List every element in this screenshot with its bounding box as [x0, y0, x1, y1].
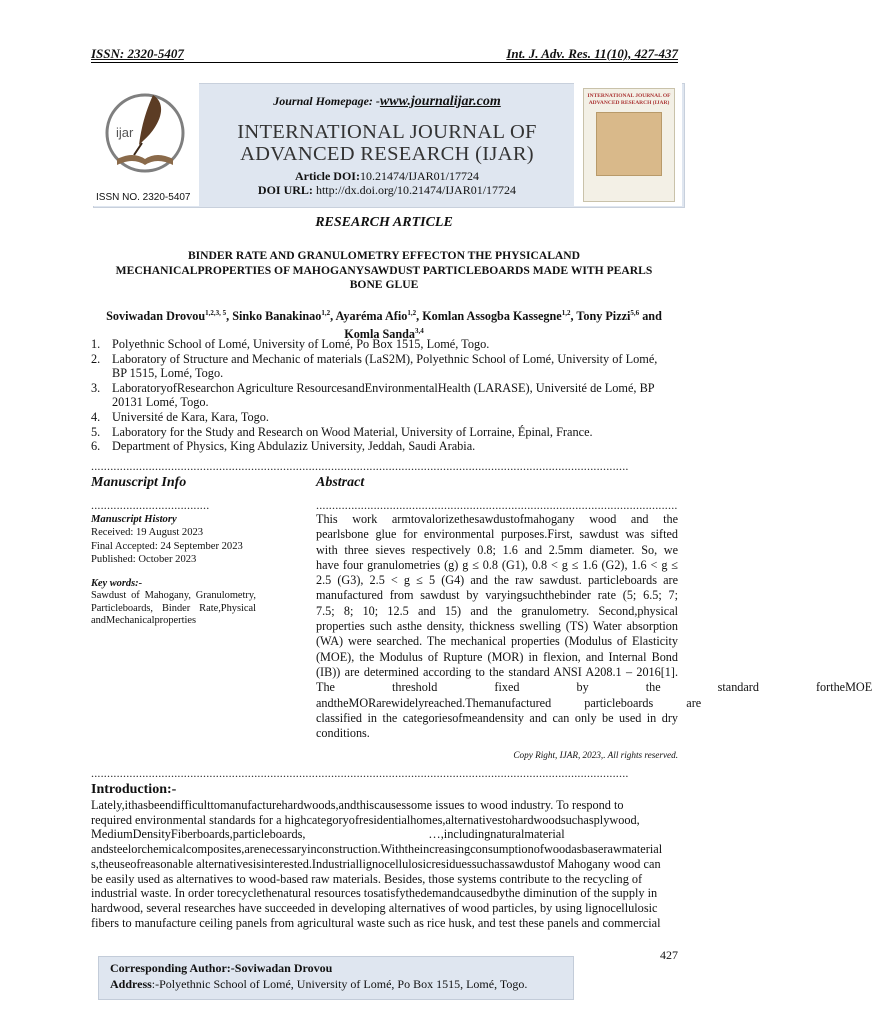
affiliation-item	[91, 381, 691, 410]
abstract-line: conditions.	[316, 726, 370, 741]
abstract-line: andtheMORarewidelyreached.Themanufactured particleboards are	[316, 695, 702, 710]
intro-line: hardwood, several researches have succeeded in developing alternatives of wood particles, by using lignocellulosic	[91, 900, 658, 915]
introduction-heading: Introduction:-	[91, 782, 177, 797]
author-affil-sup: 1,2	[561, 309, 571, 317]
author-name: Komlan Assogba Kassegne	[422, 309, 562, 324]
title-line-1: BINDER RATE AND GRANULOMETRY EFFECTON THE PHYSICALAND	[187, 249, 581, 262]
cover-image	[596, 112, 662, 176]
affiliation-text: Université de Kara, Kara, Togo.	[112, 409, 270, 424]
affiliation-item	[91, 352, 691, 381]
dotted-divider: .....................................	[91, 498, 210, 512]
doi-url-link[interactable]: http://dx.doi.org/10.21474/IJAR01/17724	[315, 183, 517, 197]
keywords-line: Particleboards, Binder Rate,Physical	[91, 602, 256, 614]
received-date: Received: 19 August 2023	[91, 527, 204, 539]
affiliation-text: LaboratoryofResearchon Agriculture ResourcesandEnvironmentalHealth (LARASE), Université de Lomé, BP	[112, 380, 655, 395]
dotted-divider: ........................................................................................................................................................................	[91, 459, 629, 473]
affiliation-number: 6.	[91, 439, 101, 454]
author-name: Ayaréma Afio	[335, 309, 408, 324]
affiliation-text: Laboratory for the Study and Research on Wood Material, University of Lorraine, Épinal, France.	[112, 424, 593, 439]
affiliation-text: BP 1515, Lomé, Togo.	[112, 366, 224, 381]
abstract-line: 7.5; 8; 10; 12.5 and 15) and the granulometry. Second,physical	[316, 603, 678, 618]
address-text: :-Polyethnic School of Lomé, University of Lomé, Po Box 1515, Lomé, Togo.	[151, 977, 528, 991]
homepage-label: Journal Homepage: -	[273, 94, 380, 108]
copyright-note: Copy Right, IJAR, 2023,. All rights reserved.	[513, 750, 678, 760]
homepage-link[interactable]: www.journalijar.com	[379, 94, 501, 109]
author-affil-sup: 3,4	[415, 327, 424, 336]
quill-logo-icon	[93, 83, 199, 206]
journal-homepage	[200, 94, 574, 110]
logo-issn: ISSN NO. 2320-5407	[96, 192, 191, 203]
affiliation-number: 5.	[91, 424, 101, 439]
manuscript-info-heading: Manuscript Info	[91, 475, 187, 490]
abstract-line: have four granulometries (g) g ≤ 0.8 (G1), 0.8 < g ≤ 1.6 (G2), 1.6 < g ≤	[316, 557, 678, 572]
affiliation-text: 20131 Lomé, Togo.	[112, 395, 209, 410]
intro-line: MediumDensityFiberboards,particleboards, …,includingnaturalmaterial	[91, 827, 565, 842]
affiliation-item	[91, 410, 691, 425]
address-label: Address	[110, 977, 152, 991]
affiliation-number: 2.	[91, 351, 101, 366]
author-name: Tony Pizzi	[576, 309, 631, 324]
manuscript-history	[91, 513, 271, 567]
affiliation-number: 1.	[91, 337, 101, 351]
affiliation-number: 3.	[91, 380, 101, 395]
affiliation-text: Laboratory of Structure and Mechanic of materials (LaS2M), Polyethnic School of Lomé, University of Lomé,	[112, 351, 658, 366]
issn-header: ISSN: 2320-5407	[91, 46, 184, 61]
author-affil-sup: 1,2,3, 5	[205, 309, 227, 317]
intro-line: s,theuseofreasonable alternativesisinterested.Industriallignocellulosicresiduessuchassawdustof Mahogany wood can	[91, 856, 661, 871]
intro-line: andsteelorchemicalcomposites,arenecessaryinconstruction.Withtheincreasingconsumptionofwoodasbaserawmaterial	[91, 842, 663, 857]
abstract-line: manufactured from sawdust by varyingsuchthebinder rate (5; 6.5; 7;	[316, 588, 678, 603]
article-title	[80, 249, 688, 293]
title-line-2: MECHANICALPROPERTIES OF MAHOGANYSAWDUST PARTICLEBOARDS MADE WITH PEARLS	[115, 263, 653, 277]
abstract-line: pearlsbone glue for environmental purposes.First, sawdust was sifted	[316, 527, 678, 542]
keywords-line: Sawdust of Mahogany, Granulometry,	[91, 590, 256, 602]
intro-line: Lately,ithasbeendifficulttomanufacturehardwoods,andthiscausessome issues to wood industry. To respond to	[91, 798, 624, 812]
cover-title: INTERNATIONAL JOURNAL OF ADVANCED RESEARCH (IJAR)	[587, 93, 671, 106]
introduction-body	[91, 798, 679, 930]
abstract-line: 2.5 (G3), 2.5 < g ≤ 5 (G4) and the raw sawdust. particleboards are	[316, 573, 678, 588]
accepted-date: Final Accepted: 24 September 2023	[91, 540, 243, 552]
corresponding-author-label: Corresponding Author:-Soviwadan Drovou	[110, 961, 333, 975]
intro-line: required environmental standards for a highcategoryofresidentialhomes,alternativestohardwoodsuchasplywood,	[91, 812, 640, 827]
doi-value: 10.21474/IJAR01/17724	[359, 169, 479, 183]
author-affil-sup: 1,2	[321, 309, 331, 317]
abstract-line: This work armtovalorizethesawdustofmahogany wood and the	[316, 512, 678, 526]
article-type: RESEARCH ARTICLE	[315, 215, 453, 230]
abstract-line: with three sieves respectively 0.8; 1.6 and 2.5mm diameter. So, we	[316, 542, 678, 557]
affiliation-item	[91, 439, 691, 454]
affiliation-item	[91, 425, 691, 440]
dotted-divider: .................................................................................................................	[316, 498, 678, 512]
corresponding-address	[110, 977, 527, 992]
author-name: Sinko Banakinao	[232, 309, 322, 324]
doi-url-label: DOI URL:	[257, 183, 313, 197]
authors-and: and	[642, 309, 662, 324]
intro-line: industrial waste. In order torecyclethenatural resources tosatisfythedemandcausedbythe diminution of the supply in	[91, 886, 658, 901]
page-number: 427	[660, 948, 678, 962]
doi-block	[200, 169, 574, 197]
intro-line: be easily used as alternatives to wood-based raw materials. Besides, those systems contribute to the recycling of	[91, 871, 643, 886]
author-affil-sup: 5,6	[630, 309, 640, 317]
title-line-3: BONE GLUE	[349, 278, 419, 292]
doi-label: Article DOI:	[295, 169, 360, 183]
journal-title	[198, 121, 576, 165]
abstract-line: (MOE), the Modulus of Rupture (MOR) in flexion, and Internal Bond	[316, 649, 678, 664]
journal-logo	[93, 83, 199, 206]
affiliation-number: 4.	[91, 409, 101, 424]
header-rule	[91, 62, 678, 63]
logo-text: ijar	[116, 125, 134, 140]
published-date: Published: October 2023	[91, 554, 197, 566]
keywords-line: andMechanicalproperties	[91, 615, 197, 627]
author-list: Soviwadan Drovou$^{1,2,3, 5}$, Sinko Banakinao$^{1,2}$, Ayaréma Afio$^{1,2}$, Komlan Assogba Kassegne$^{1,2}$, Tony Pizzi$^{5,6}$ and Komla Sanda$^{3,4}$	[106, 309, 662, 342]
citation-header: Int. J. Adv. Res. 11(10), 427-437	[506, 46, 678, 61]
affiliation-text: Department of Physics, King Abdulaziz University, Jeddah, Saudi Arabia.	[112, 439, 476, 454]
abstract-body	[316, 512, 872, 741]
author-name: Komla Sanda	[344, 327, 416, 342]
history-heading: Manuscript History	[91, 514, 177, 525]
author-name: Soviwadan Drovou	[106, 309, 206, 324]
journal-title-line-1: INTERNATIONAL JOURNAL OF	[237, 121, 537, 143]
intro-line: fibers to manufacture ceiling panels from agricultural waste such as rice husk, and test these panels and commercial	[91, 915, 661, 930]
affiliation-list	[91, 337, 691, 454]
keywords	[91, 578, 256, 628]
author-affil-sup: 1,2	[407, 309, 417, 317]
abstract-heading: Abstract	[316, 475, 365, 490]
journal-cover-thumbnail	[583, 88, 675, 202]
affiliation-item	[91, 337, 691, 352]
abstract-line: (WA) were searched. The mechanical properties (Modulus of Elasticity	[316, 634, 678, 649]
abstract-line: classified in the categoriesofmeandensity and can only be used in dry	[316, 710, 678, 725]
keywords-heading: Key words:-	[91, 578, 143, 589]
journal-title-line-2: ADVANCED RESEARCH (IJAR)	[240, 143, 534, 165]
abstract-line: The threshold fixed by the standard fortheMOE	[316, 680, 872, 695]
abstract-line: properties such asthe density, thickness swelling (TS) Water absorption	[316, 619, 678, 634]
affiliation-text: Polyethnic School of Lomé, University of Lomé, Po Box 1515, Lomé, Togo.	[112, 337, 490, 351]
dotted-divider: ........................................................................................................................................................................	[91, 766, 629, 780]
abstract-line: (IB)) are determined according to the standard ANSI A208.1 – 2016[1].	[316, 664, 678, 679]
